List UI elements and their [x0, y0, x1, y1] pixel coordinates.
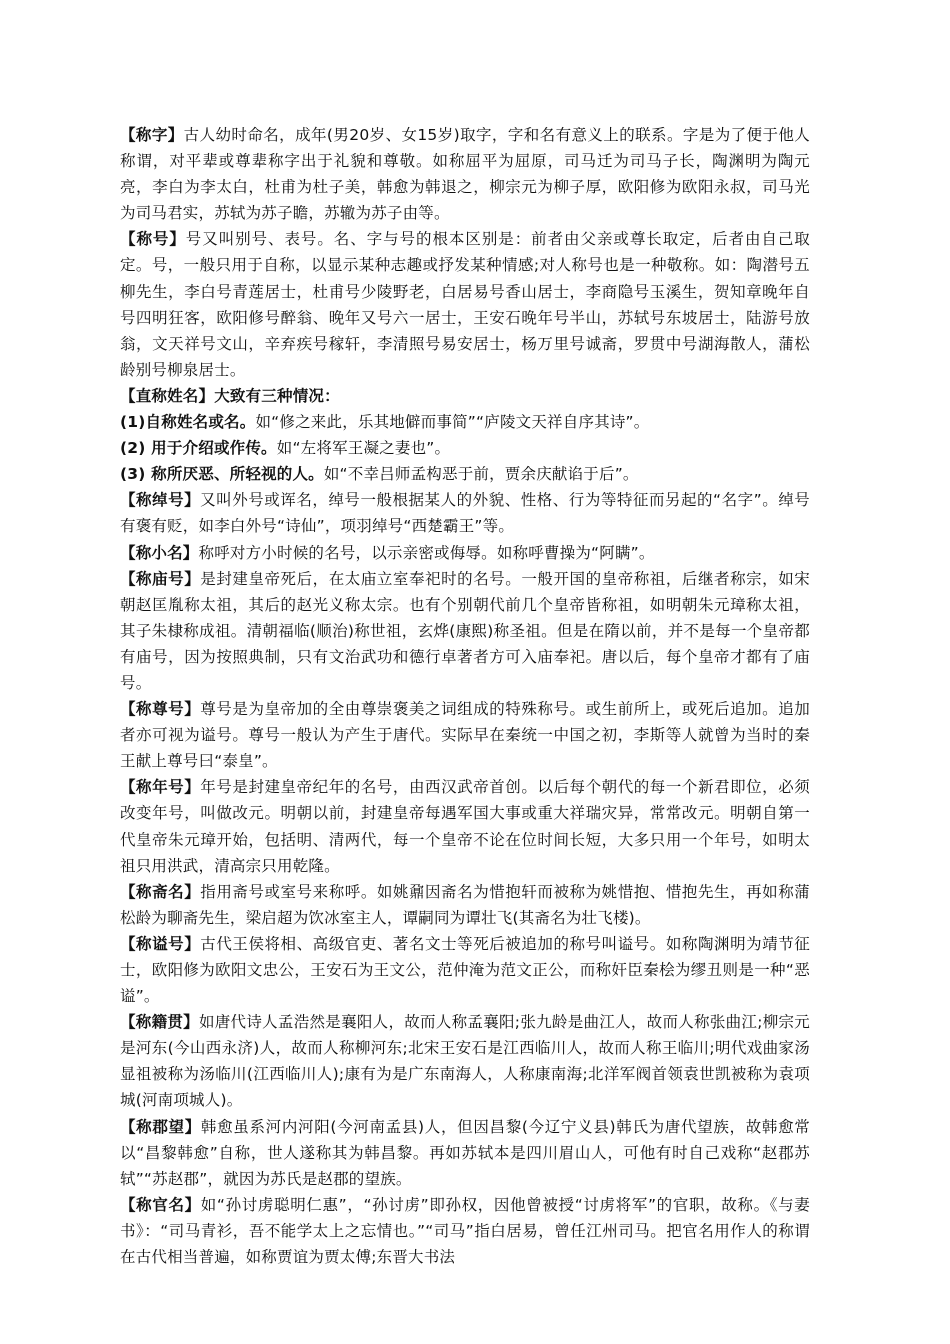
paragraph-text: 号又叫别号、表号。名、字与号的根本区别是：前者由父亲或尊长取定，后者由自己取定。号，一般只用于自称，以显示某种志趣或抒发某种情感;对人称号也是一种敬称。如：陶潜号五柳先生，李白号青莲居士，杜甫号少陵野老，白居易号香山居士，李商隐号玉溪生，贺知章晚年自号四明狂客，欧阳修号醉翁、晚年又号六一居士，王安石晚年号半山，苏轼号东坡居士，陆游号放翁，文天祥号文山，辛弃疾号稼轩，李清照号易安居士，杨万里号诚斋，罗贯中号湖海散人，蒲松龄别号柳泉居士。 — [120, 230, 810, 379]
paragraph-text: 又叫外号或诨名，绰号一般根据某人的外貌、性格、行为等特征而另起的“名字”。绰号有褒有贬，如李白外号“诗仙”，项羽绰号“西楚霸王”等。 — [120, 491, 810, 536]
term-label: 【称年号】 — [120, 778, 201, 797]
term-label: 【称籍贯】 — [120, 1013, 199, 1032]
paragraph-text: 韩愈虽系河内河阳(今河南孟县)人，但因昌黎(今辽宁义县)韩氏为唐代望族，故韩愈常以“昌黎韩愈”自称，世人遂称其为韩昌黎。再如苏轼本是四川眉山人，可他有时自己戏称“赵郡苏轼”“苏赵郡”，就因为苏氏是赵郡的望族。 — [120, 1117, 810, 1188]
paragraph-text: 称呼对方小时候的名号，以示亲密或侮辱。如称呼曹操为“阿瞒”。 — [198, 543, 655, 562]
document-body — [120, 122, 810, 1270]
term-label: 【直称姓名】大致有三种情况： — [120, 386, 340, 405]
term-label: 【称号】 — [120, 230, 186, 249]
sub-item-label: (2) 用于介绍或作传。 — [120, 439, 277, 458]
term-label: 【称谥号】 — [120, 934, 201, 953]
paragraph-text: 古人幼时命名，成年(男20岁、女15岁)取字，字和名有意义上的联系。字是为了便于他人称谓，对平辈或尊辈称字出于礼貌和尊敬。如称屈平为屈原，司马迁为司马子长，陶渊明为陶元亮，李白为李太白，杜甫为杜子美，韩愈为韩退之，柳宗元为柳子厚，欧阳修为欧阳永叔，司马光为司马君实，苏轼为苏子瞻，苏辙为苏子由等。 — [120, 126, 810, 223]
paragraph-text: 是封建皇帝死后，在太庙立室奉祀时的名号。一般开国的皇帝称祖，后继者称宗，如宋朝赵匡胤称太祖，其后的赵光义称太宗。也有个别朝代前几个皇帝皆称祖，如明朝朱元璋称太祖，其子朱棣称成祖。清朝福临(顺治)称世祖，玄烨(康熙)称圣祖。但是在隋以前，并不是每一个皇帝都有庙号，因为按照典制，只有文治武功和德行卓著者方可入庙奉祀。唐以后，每个皇帝才都有了庙号。 — [120, 569, 810, 692]
paragraph-text: 年号是封建皇帝纪年的名号，由西汉武帝首创。以后每个朝代的每一个新君即位，必须改变年号，叫做改元。明朝以前，封建皇帝每遇军国大事或重大祥瑞灾异，常常改元。明朝自第一代皇帝朱元璋开始，包括明、清两代，每一个皇帝不论在位时间长短，大多只用一个年号，如明太祖只用洪武，清高宗只用乾隆。 — [120, 778, 810, 875]
paragraph-sub-item-3 — [120, 461, 810, 487]
paragraph-text: 指用斋号或室号来称呼。如姚鼐因斋名为惜抱轩而被称为姚惜抱、惜抱先生，再如称蒲松龄为聊斋先生，梁启超为饮冰室主人，谭嗣同为谭壮飞(其斋名为壮飞楼)。 — [120, 882, 810, 927]
paragraph-cheng-chuo-hao — [120, 487, 810, 539]
paragraph-zhi-cheng-xing-ming — [120, 383, 810, 409]
term-label: 【称庙号】 — [120, 569, 201, 588]
term-label: 【称字】 — [120, 126, 184, 144]
term-label: 【称绰号】 — [120, 491, 201, 510]
paragraph-text: 如唐代诗人孟浩然是襄阳人，故而人称孟襄阳;张九龄是曲江人，故而人称张曲江;柳宗元是河东(今山西永济)人，故而人称柳河东;北宋王安石是江西临川人，故而人称王临川;明代戏曲家汤显祖被称为汤临川(江西临川人);康有为是广东南海人，人称康南海;北洋军阀首领袁世凯被称为袁项城(河南项城人)。 — [120, 1013, 810, 1110]
term-label: 【称官名】 — [120, 1195, 201, 1214]
paragraph-sub-item-1 — [120, 409, 810, 435]
paragraph-cheng-zhai-ming — [120, 879, 810, 931]
sub-item-label: (1)自称姓名或名。 — [120, 413, 256, 432]
paragraph-cheng-hao — [120, 226, 810, 383]
sub-item-label: (3) 称所厌恶、所轻视的人。 — [120, 465, 324, 484]
paragraph-cheng-miao-hao — [120, 566, 810, 696]
paragraph-text: 如“修之来此，乐其地僻而事简”“庐陵文天祥自序其诗”。 — [255, 413, 650, 432]
paragraph-cheng-zi — [120, 122, 810, 226]
paragraph-cheng-shi-hao — [120, 931, 810, 1009]
term-label: 【称小名】 — [120, 543, 199, 562]
paragraph-cheng-guan-ming — [120, 1192, 810, 1270]
paragraph-text: 古代王侯将相、高级官吏、著名文士等死后被追加的称号叫谥号。如称陶渊明为靖节征士，欧阳修为欧阳文忠公，王安石为王文公，范仲淹为范文正公，而称奸臣秦桧为缪丑则是一种“恶谥”。 — [120, 934, 810, 1006]
paragraph-cheng-xiao-ming — [120, 540, 810, 566]
paragraph-cheng-ji-guan — [120, 1009, 810, 1113]
paragraph-sub-item-2 — [120, 435, 810, 461]
paragraph-text: 如“孙讨虏聪明仁惠”，“孙讨虏”即孙权，因他曾被授“讨虏将军”的官职，故称。《与妻书》：“司马青衫，吾不能学太上之忘情也。”“司马”指白居易，曾任江州司马。把官名用作人的称谓在古代相当普遍，如称贾谊为贾太傅;东晋大书法 — [120, 1195, 810, 1267]
term-label: 【称郡望】 — [120, 1117, 201, 1136]
term-label: 【称斋名】 — [120, 882, 201, 901]
term-label: 【称尊号】 — [120, 700, 201, 719]
paragraph-text: 如“不幸吕师孟构恶于前，贾余庆献谄于后”。 — [323, 465, 639, 484]
paragraph-cheng-zun-hao — [120, 696, 810, 774]
paragraph-cheng-nian-hao — [120, 774, 810, 878]
paragraph-text: 如“左将军王凝之妻也”。 — [276, 439, 451, 458]
paragraph-text: 尊号是为皇帝加的全由尊崇褒美之词组成的特殊称号。或生前所上，或死后追加。追加者亦可视为谥号。尊号一般认为产生于唐代。实际早在秦统一中国之初，李斯等人就曾为当时的秦王献上尊号曰“泰皇”。 — [120, 700, 810, 771]
paragraph-cheng-jun-wang — [120, 1114, 810, 1192]
